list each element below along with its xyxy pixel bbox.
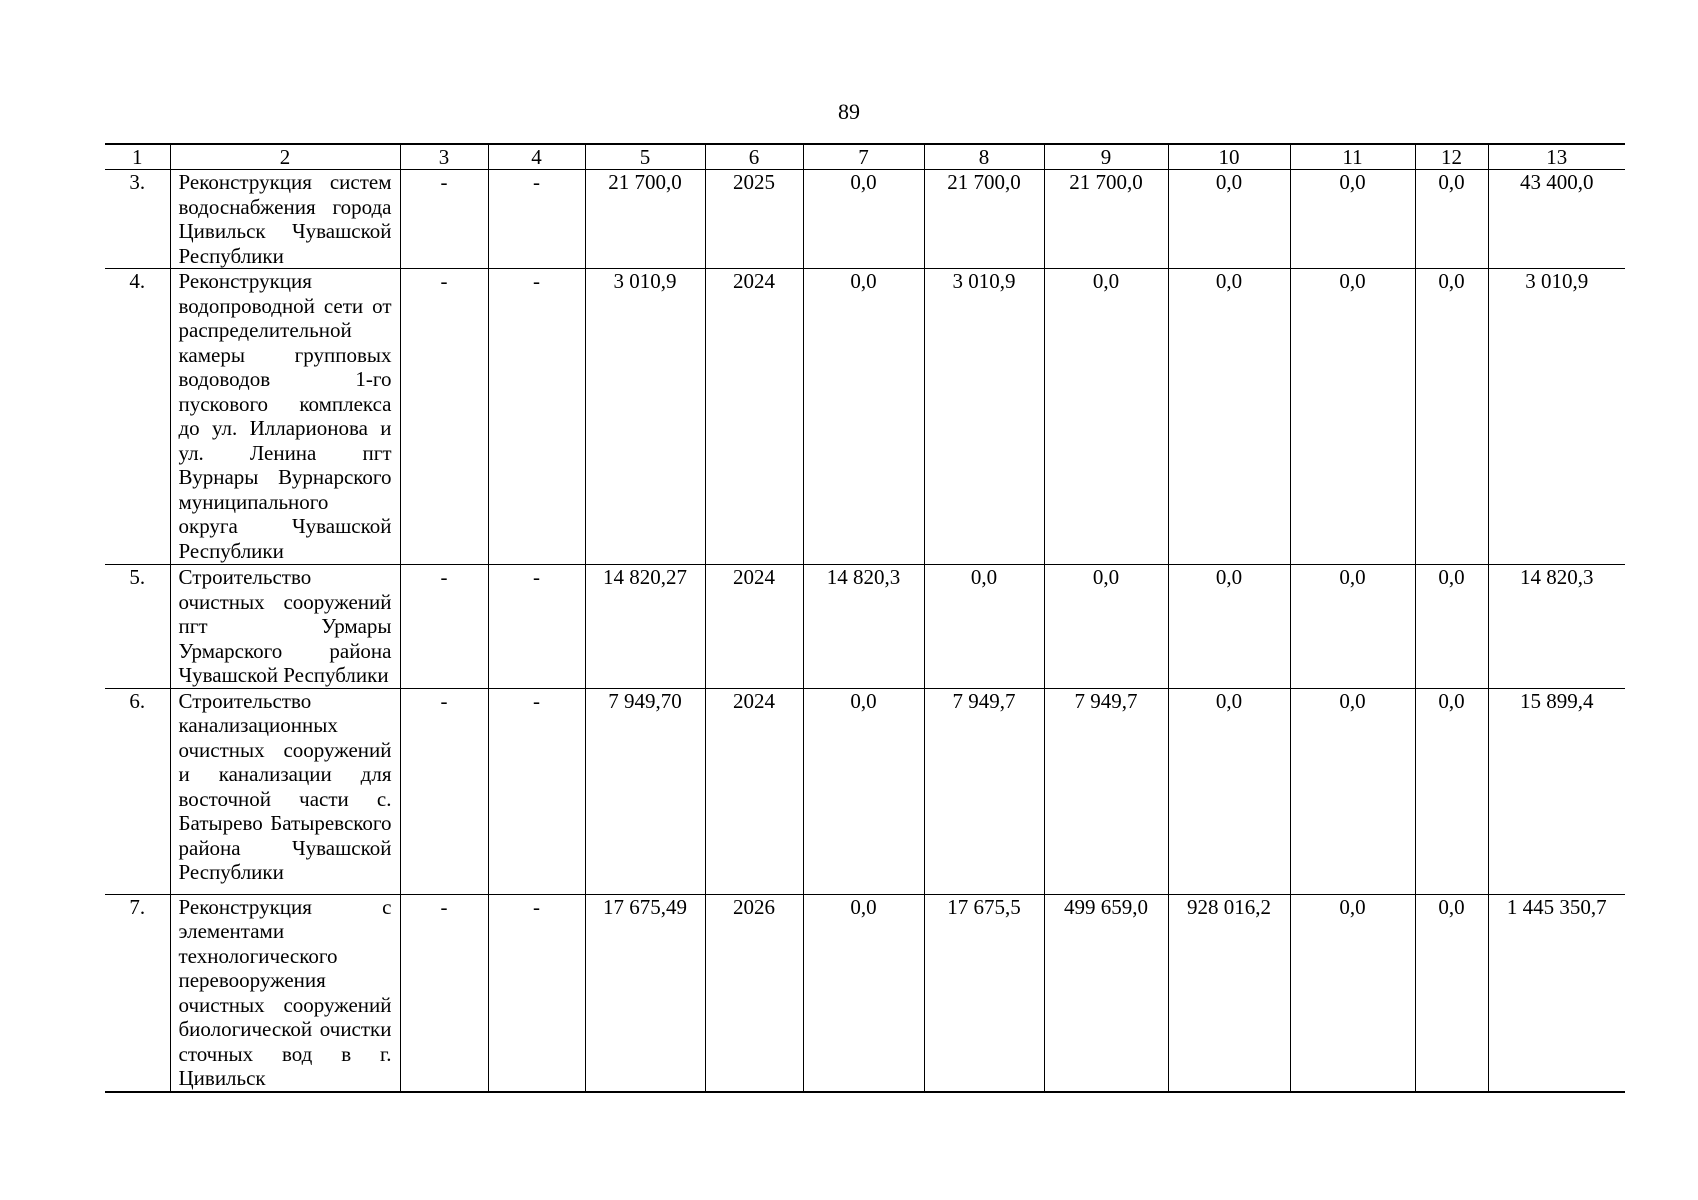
cell-col-11: 0,0 (1290, 170, 1415, 269)
cell-col-11: 0,0 (1290, 269, 1415, 565)
cell-col-9: 7 949,7 (1044, 688, 1168, 894)
cell-col-4: - (488, 894, 585, 1092)
cell-col-8: 21 700,0 (924, 170, 1044, 269)
cell-col-6: 2024 (705, 565, 803, 689)
row-number: 4. (105, 269, 170, 565)
cell-col-11: 0,0 (1290, 894, 1415, 1092)
cell-col-7: 0,0 (803, 269, 924, 565)
cell-col-3: - (400, 565, 488, 689)
cell-col-7: 0,0 (803, 170, 924, 269)
cell-col-5: 21 700,0 (585, 170, 705, 269)
cell-col-13: 14 820,3 (1488, 565, 1625, 689)
table-row (105, 269, 1625, 565)
row-number: 5. (105, 565, 170, 689)
cell-col-8: 17 675,5 (924, 894, 1044, 1092)
row-number: 7. (105, 894, 170, 1092)
cell-col-13: 43 400,0 (1488, 170, 1625, 269)
investment-table (105, 143, 1625, 1093)
table-row (105, 688, 1625, 894)
cell-col-13: 15 899,4 (1488, 688, 1625, 894)
cell-col-10: 0,0 (1168, 688, 1290, 894)
cell-col-8: 3 010,9 (924, 269, 1044, 565)
column-header: 3 (400, 144, 488, 170)
cell-col-9: 21 700,0 (1044, 170, 1168, 269)
cell-col-12: 0,0 (1415, 170, 1488, 269)
column-number-row (105, 144, 1625, 170)
cell-col-5: 17 675,49 (585, 894, 705, 1092)
column-header: 7 (803, 144, 924, 170)
column-header: 13 (1488, 144, 1625, 170)
cell-col-6: 2025 (705, 170, 803, 269)
cell-col-4: - (488, 170, 585, 269)
cell-col-11: 0,0 (1290, 565, 1415, 689)
cell-col-10: 0,0 (1168, 565, 1290, 689)
cell-col-7: 0,0 (803, 894, 924, 1092)
cell-col-6: 2024 (705, 688, 803, 894)
cell-col-4: - (488, 269, 585, 565)
cell-col-5: 3 010,9 (585, 269, 705, 565)
cell-col-8: 0,0 (924, 565, 1044, 689)
row-number: 6. (105, 688, 170, 894)
cell-col-5: 14 820,27 (585, 565, 705, 689)
project-name: Реконструкция водопроводной сети от распределительной камеры групповых водоводов 1-го пускового комплекса до ул. Илларионова и ул. Ленина пгт Вурнары Вурнарского муниципального округа Чувашской Республики (170, 269, 400, 565)
table-row (105, 170, 1625, 269)
column-header: 11 (1290, 144, 1415, 170)
cell-col-9: 499 659,0 (1044, 894, 1168, 1092)
cell-col-6: 2024 (705, 269, 803, 565)
column-header: 2 (170, 144, 400, 170)
column-header: 6 (705, 144, 803, 170)
cell-col-3: - (400, 269, 488, 565)
row-number: 3. (105, 170, 170, 269)
cell-col-9: 0,0 (1044, 565, 1168, 689)
project-name: Реконструкция систем водоснабжения города Цивильск Чувашской Республики (170, 170, 400, 269)
cell-col-10: 928 016,2 (1168, 894, 1290, 1092)
cell-col-12: 0,0 (1415, 565, 1488, 689)
cell-col-13: 1 445 350,7 (1488, 894, 1625, 1092)
cell-col-8: 7 949,7 (924, 688, 1044, 894)
column-header: 4 (488, 144, 585, 170)
cell-col-11: 0,0 (1290, 688, 1415, 894)
cell-col-9: 0,0 (1044, 269, 1168, 565)
cell-col-5: 7 949,70 (585, 688, 705, 894)
cell-col-4: - (488, 688, 585, 894)
table-row (105, 894, 1625, 1092)
cell-col-12: 0,0 (1415, 894, 1488, 1092)
cell-col-6: 2026 (705, 894, 803, 1092)
table-row (105, 565, 1625, 689)
column-header: 8 (924, 144, 1044, 170)
cell-col-12: 0,0 (1415, 269, 1488, 565)
cell-col-3: - (400, 170, 488, 269)
cell-col-13: 3 010,9 (1488, 269, 1625, 565)
column-header: 5 (585, 144, 705, 170)
cell-col-3: - (400, 688, 488, 894)
cell-col-10: 0,0 (1168, 170, 1290, 269)
cell-col-7: 0,0 (803, 688, 924, 894)
column-header: 1 (105, 144, 170, 170)
project-name: Реконструкция с элементами технологического перевооружения очистных сооружений биологической очистки сточных вод в г. Цивильск (170, 894, 400, 1092)
column-header: 10 (1168, 144, 1290, 170)
page-number: 89 (838, 99, 860, 124)
cell-col-7: 14 820,3 (803, 565, 924, 689)
column-header: 9 (1044, 144, 1168, 170)
column-header: 12 (1415, 144, 1488, 170)
cell-col-10: 0,0 (1168, 269, 1290, 565)
cell-col-3: - (400, 894, 488, 1092)
cell-col-4: - (488, 565, 585, 689)
project-name: Строительство очистных сооружений пгт Урмары Урмарского района Чувашской Республики (170, 565, 400, 689)
cell-col-12: 0,0 (1415, 688, 1488, 894)
project-name: Строительство канализационных очистных сооружений и канализации для восточной части с. Батырево Батыревского района Чувашской Республики (170, 688, 400, 894)
